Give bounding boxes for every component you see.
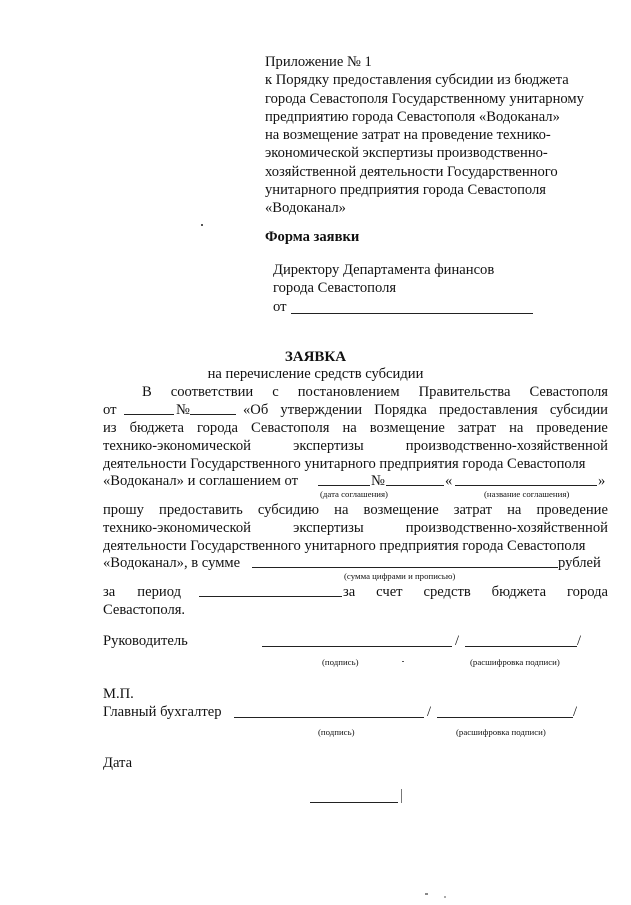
word: средств xyxy=(423,584,471,600)
word: Севастополя xyxy=(251,420,330,436)
para2-line3: деятельности Государственного унитарного предприятия города Севастополя xyxy=(103,538,586,554)
word: прошу xyxy=(103,502,144,518)
caption-accountant-signature: (подпись) xyxy=(318,727,355,737)
addressee-line2: города Севастополя xyxy=(273,280,397,297)
period-field[interactable] xyxy=(199,596,342,597)
scan-speck xyxy=(425,893,428,895)
para2-line5-b xyxy=(343,583,608,601)
scan-speck xyxy=(402,661,404,662)
word: соответствии xyxy=(170,384,254,400)
word: за xyxy=(103,584,116,600)
appendix-line: хозяйственной деятельности Государственного xyxy=(265,163,558,180)
word: бюджета xyxy=(491,584,547,600)
para2-line5-a xyxy=(103,583,181,601)
scan-mark xyxy=(401,789,402,803)
agreement-date-field[interactable] xyxy=(318,485,370,486)
word: на xyxy=(342,420,357,436)
stamp-label: М.П. xyxy=(103,686,134,702)
appendix-line: «Водоканал» xyxy=(265,200,346,217)
word: Порядка xyxy=(374,402,427,418)
word: постановлением xyxy=(297,384,400,400)
addressee-line1: Директору Департамента финансов xyxy=(273,262,495,278)
para1-number-label: № xyxy=(176,402,190,418)
para1-line1 xyxy=(142,383,608,401)
head-label: Руководитель xyxy=(103,633,188,649)
word: экспертизы xyxy=(293,438,364,454)
word: Севастополя xyxy=(529,384,608,400)
accountant-slash-end: / xyxy=(573,704,578,720)
word: проведение xyxy=(536,420,608,436)
word: на xyxy=(334,502,349,518)
word: за xyxy=(343,584,356,600)
word: предоставить xyxy=(159,502,243,518)
date-label: Дата xyxy=(103,755,133,771)
word: В xyxy=(142,384,152,400)
agreement-number-label: № xyxy=(371,473,385,489)
addressee-block xyxy=(273,261,494,316)
accountant-signature-field[interactable] xyxy=(234,717,424,718)
word: производственно-хозяйственной xyxy=(405,438,608,454)
appendix-line: унитарного предприятия города Севастополя xyxy=(265,182,546,199)
word: счет xyxy=(376,584,403,600)
word: возмещение xyxy=(369,420,445,436)
appendix-line: на возмещение затрат на проведение технико- xyxy=(265,127,551,144)
appendix-line: предприятию города Севастополя «Водоканал» xyxy=(265,108,560,125)
para1-line2-rest xyxy=(243,401,608,419)
application-title: ЗАЯВКА xyxy=(284,349,347,365)
caption-amount: (сумма цифрами и прописью) xyxy=(344,571,456,581)
scan-speck xyxy=(201,224,203,226)
para1-line6-text: «Водоканал» и соглашением от xyxy=(103,473,299,489)
word: «Об xyxy=(243,402,269,418)
para1-line4 xyxy=(103,437,608,455)
word: технико-экономической xyxy=(103,438,251,454)
caption-head-decode: (расшифровка подписи) xyxy=(470,657,560,667)
accountant-label: Главный бухгалтер xyxy=(103,704,222,720)
caption-accountant-decode: (расшифровка подписи) xyxy=(456,727,546,737)
word: на xyxy=(509,420,524,436)
para2-line6: Севастополя. xyxy=(103,602,186,618)
para1-from-label: от xyxy=(103,402,117,418)
appendix-line: к Порядку предоставления субсидии из бюджета xyxy=(265,72,569,89)
word: период xyxy=(137,584,181,600)
word: утверждении xyxy=(280,402,363,418)
word: технико-экономической xyxy=(103,520,251,536)
accountant-decode-field[interactable] xyxy=(437,717,573,718)
word: проведение xyxy=(536,502,608,518)
appendix-line: города Севастополя Государственному унитарному xyxy=(265,90,584,107)
application-subtitle: на перечисление средств субсидии xyxy=(207,366,424,382)
addressee-from-label: от xyxy=(273,298,287,315)
appendix-line: экономической экспертизы производственно- xyxy=(265,145,548,162)
agreement-name-field[interactable] xyxy=(455,485,597,486)
caption-agreement-date: (дата соглашения) xyxy=(320,489,388,499)
scan-speck xyxy=(444,896,446,898)
appendix-header xyxy=(265,53,605,218)
head-decode-field[interactable] xyxy=(465,646,577,647)
resolution-number-field[interactable] xyxy=(190,414,236,415)
word: затрат xyxy=(453,502,492,518)
word: экспертизы xyxy=(293,520,364,536)
appendix-line: Приложение № 1 xyxy=(265,54,372,70)
word: города xyxy=(566,584,608,600)
para1-line3 xyxy=(103,419,608,437)
agreement-number-field[interactable] xyxy=(386,485,444,486)
word: возмещение xyxy=(363,502,439,518)
word: с xyxy=(272,384,279,400)
caption-agreement-name: (название соглашения) xyxy=(484,489,570,499)
form-title: Форма заявки xyxy=(265,229,360,245)
head-slash-end: / xyxy=(577,633,582,649)
word: предоставления xyxy=(438,402,538,418)
word: Правительства xyxy=(418,384,511,400)
date-field[interactable] xyxy=(310,802,398,803)
quote-open: « xyxy=(445,473,453,489)
accountant-slash: / xyxy=(427,704,432,720)
word: производственно-хозяйственной xyxy=(405,520,608,536)
word: затрат xyxy=(457,420,497,436)
head-signature-field[interactable] xyxy=(262,646,452,647)
word: города xyxy=(197,420,238,436)
word: субсидии xyxy=(549,402,608,418)
currency-unit: рублей xyxy=(558,555,601,571)
para2-line1 xyxy=(103,501,608,519)
word: субсидию xyxy=(257,502,320,518)
head-slash: / xyxy=(455,633,460,649)
caption-head-signature: (подпись) xyxy=(322,657,359,667)
quote-close: » xyxy=(598,473,606,489)
word: на xyxy=(507,502,522,518)
para1-line5: деятельности Государственного унитарного предприятия города Севастополя xyxy=(103,456,586,472)
word: из xyxy=(103,420,117,436)
subsidy-amount-field[interactable] xyxy=(252,567,558,568)
word: бюджета xyxy=(129,420,184,436)
para2-line2 xyxy=(103,519,608,537)
from-field-line[interactable] xyxy=(291,313,533,314)
para2-line4-text: «Водоканал», в сумме xyxy=(103,555,241,571)
resolution-date-field[interactable] xyxy=(124,414,174,415)
